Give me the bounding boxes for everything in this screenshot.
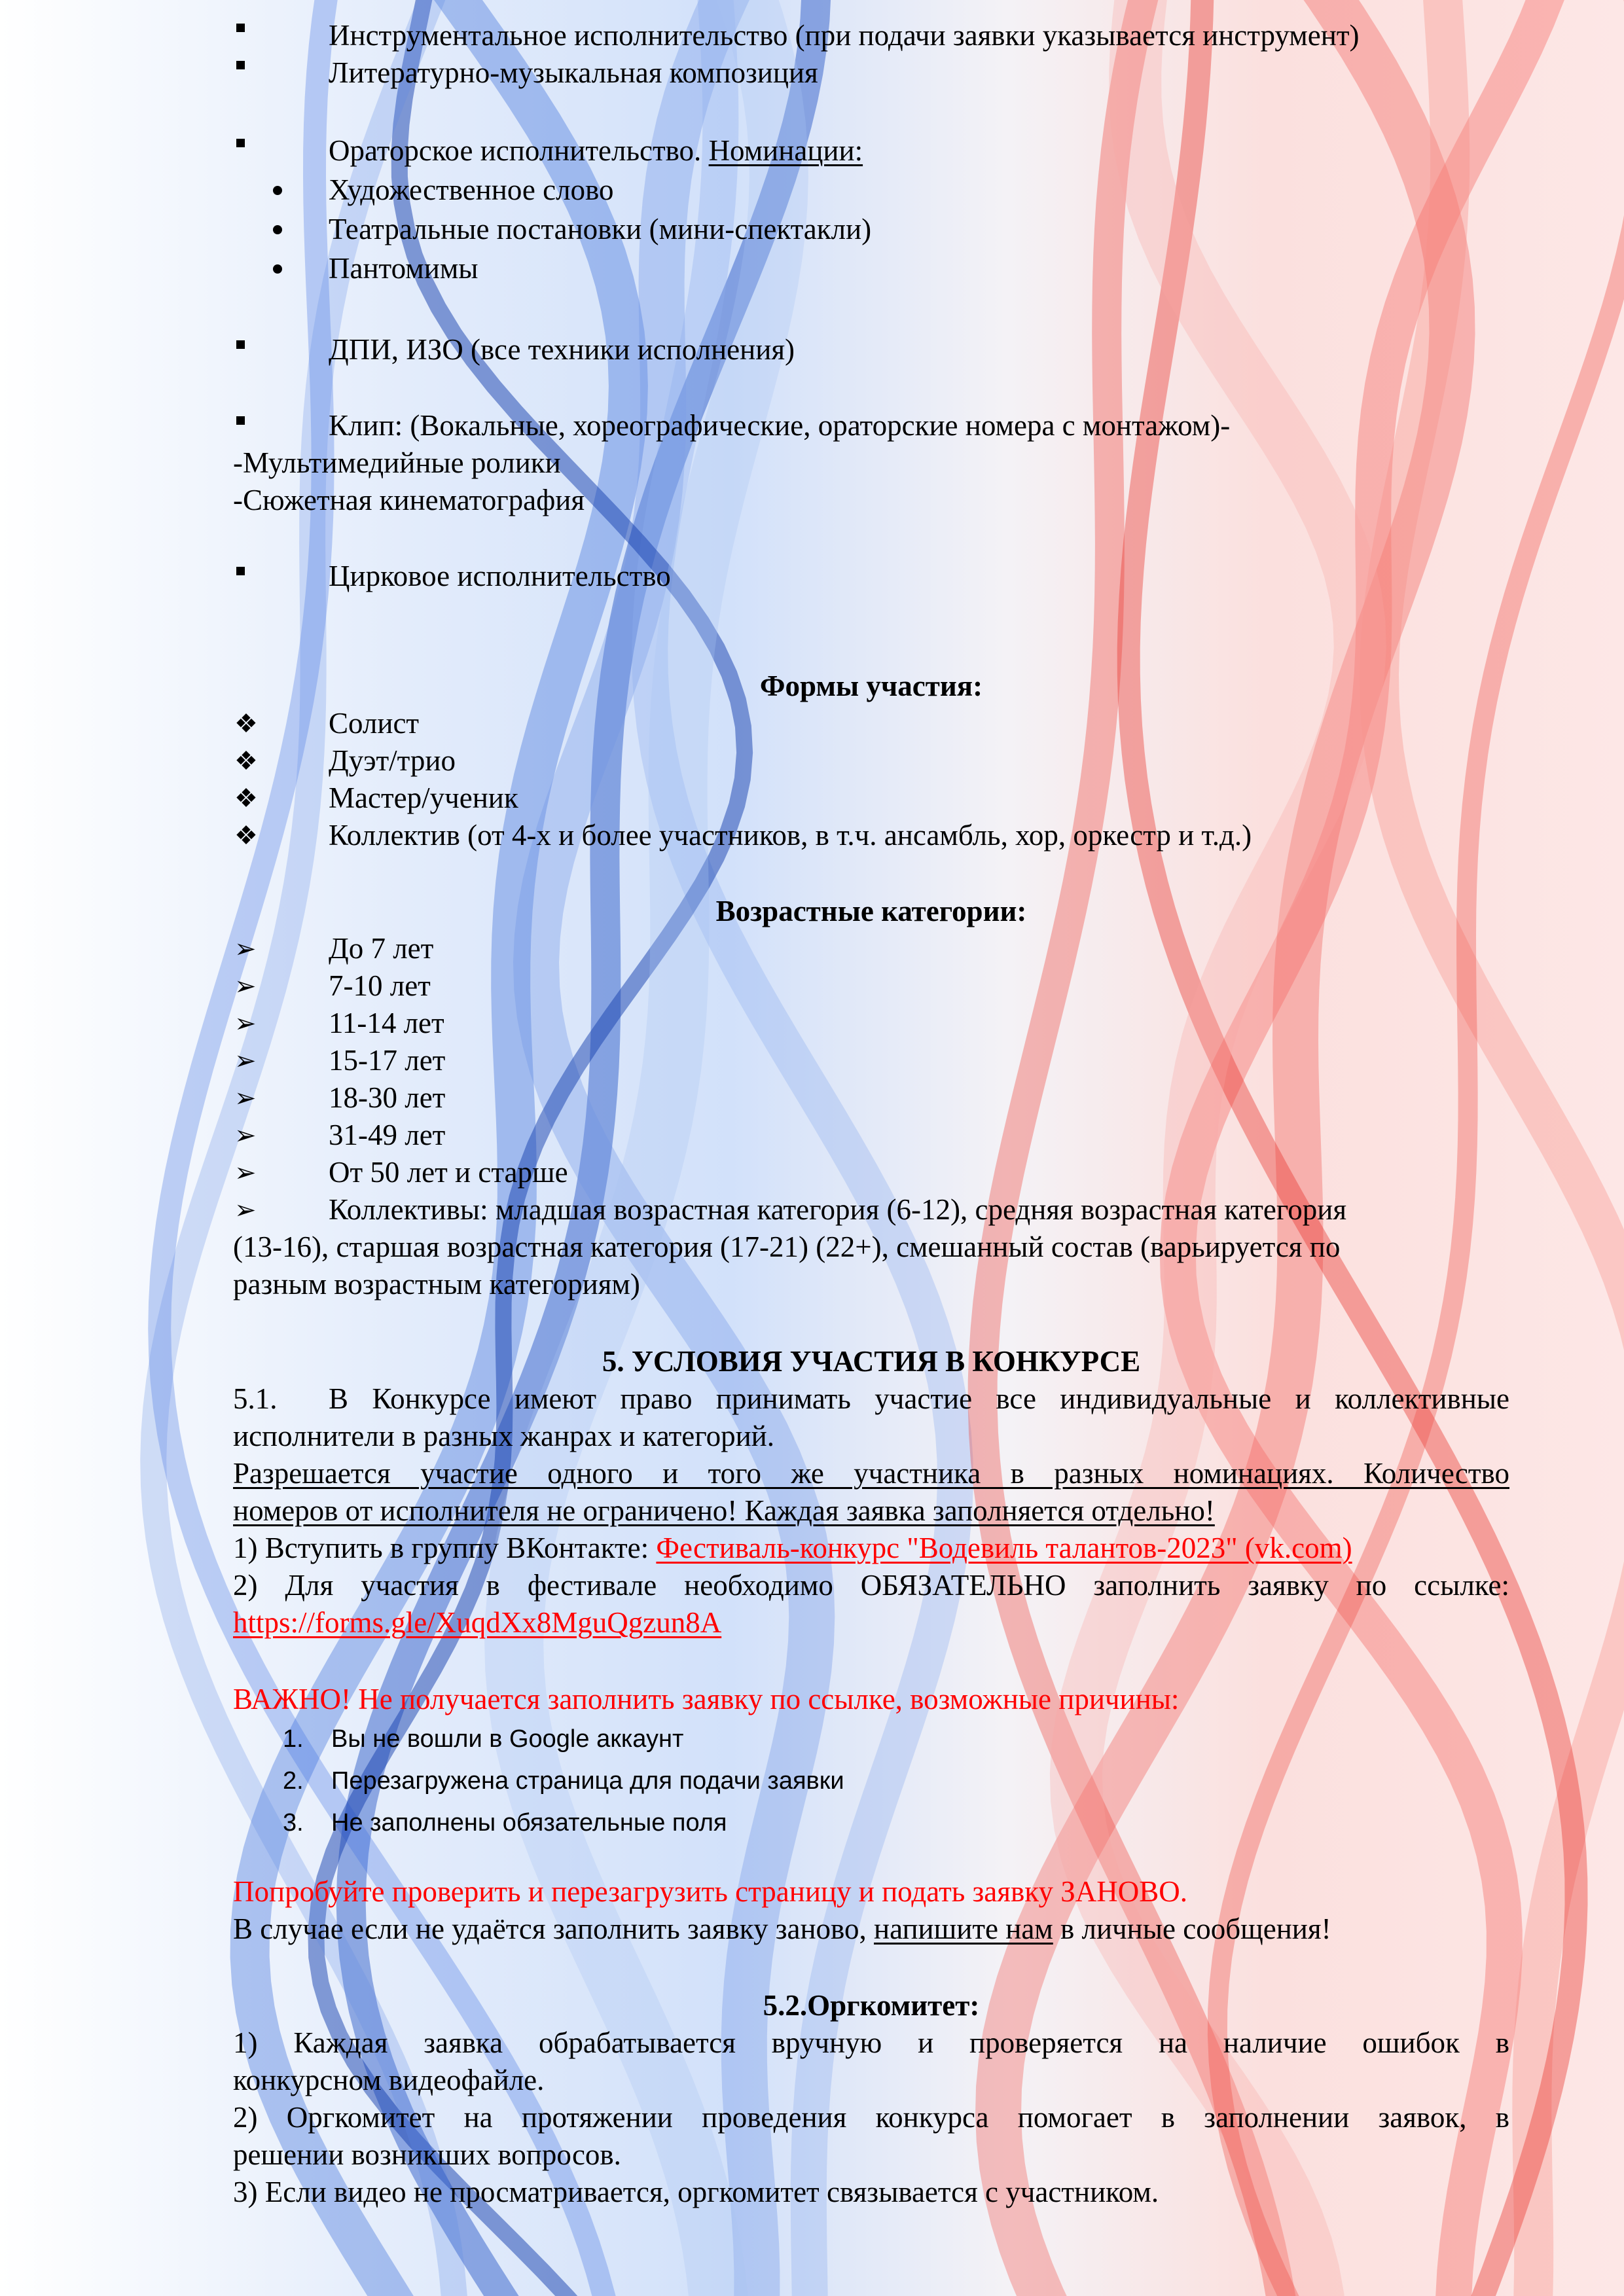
allowed-line2: номеров от исполнителя не ограничено! Каждая заявка заполняется отдельно!	[233, 1494, 1215, 1527]
age-item: 15-17 лет	[329, 1044, 446, 1077]
reason-item: Перезагружена страница для подачи заявки	[331, 1767, 844, 1795]
nominations-label: Номинации:	[708, 134, 863, 167]
genre-clip: Клип: (Вокальные, хореографические, ораторские номера с монтажом)-	[329, 409, 1231, 442]
square-bullet-icon	[236, 416, 245, 425]
step1-text: 1) Вступить в группу ВКонтакте:	[233, 1532, 657, 1564]
arrow-bullet-icon: ➢	[234, 1121, 257, 1150]
step1	[233, 1530, 1352, 1567]
org-p3: 3) Если видео не просматривается, оргкомитет связывается с участником.	[233, 2176, 1159, 2208]
vk-group-link[interactable]: Фестиваль-конкурс "Водевиль талантов-2023" (vk.com)	[656, 1532, 1352, 1564]
diamond-bullet-icon: ❖	[234, 783, 258, 813]
arrow-bullet-icon: ➢	[234, 1158, 257, 1187]
important-word: ВАЖНО	[233, 1683, 341, 1715]
org-p2-line1: 2) Оргкомитет на протяжении проведения конкурса помогает в заполнении заявок, в	[233, 2101, 1509, 2134]
arrow-bullet-icon: ➢	[234, 1083, 257, 1113]
diamond-bullet-icon: ❖	[234, 746, 258, 776]
clip-multimedia: -Мультимедийные ролики	[233, 446, 561, 479]
arrow-bullet-icon: ➢	[234, 934, 257, 963]
arrow-bullet-icon: ➢	[234, 1046, 257, 1075]
nomination-pantomime: Пантомимы	[329, 252, 478, 285]
round-bullet-icon	[273, 186, 282, 195]
forms-title: Формы участия:	[759, 670, 983, 702]
orgcommittee-title: 5.2.Оргкомитет:	[763, 1989, 980, 2022]
square-bullet-icon	[236, 139, 245, 147]
square-bullet-icon	[236, 24, 245, 32]
important-text: ! Не получается заполнить заявку по ссылке, возможные причины:	[341, 1683, 1180, 1715]
arrow-bullet-icon: ➢	[234, 1195, 257, 1225]
org-p2-line2: решении возникших вопросов.	[233, 2138, 621, 2171]
square-bullet-icon	[236, 340, 245, 349]
square-bullet-icon	[236, 61, 245, 69]
reason-item: Вы не вошли в Google аккаунт	[331, 1725, 684, 1753]
genre-oratory	[329, 132, 863, 170]
reason-number: 1.	[283, 1725, 304, 1753]
section5-title: 5. УСЛОВИЯ УЧАСТИЯ В КОНКУРСЕ	[602, 1345, 1141, 1378]
nomination-theatre: Театральные постановки (мини-спектакли)	[329, 213, 872, 245]
form-link[interactable]: https://forms.gle/XuqdXx8MguQgzun8A	[233, 1606, 722, 1639]
p51-line2: исполнители в разных жанрах и категорий.	[233, 1420, 774, 1452]
p51-line1: В Конкурсе имеют право принимать участие все индивидуальные и коллективные	[329, 1382, 1509, 1415]
write-us-link[interactable]: напишите нам	[873, 1912, 1053, 1945]
age-item: 31-49 лет	[329, 1119, 446, 1151]
reason-item: Не заполнены обязательные поля	[331, 1809, 727, 1837]
nomination-artistic-word: Художественное слово	[329, 173, 614, 206]
square-bullet-icon	[236, 567, 245, 575]
diamond-bullet-icon: ❖	[234, 709, 258, 738]
age-item: До 7 лет	[329, 932, 434, 965]
org-p1-line1: 1) Каждая заявка обрабатывается вручную и проверяется на наличие ошибок в	[233, 2026, 1509, 2059]
step2-text: 2) Для участия в фестивале необходимо ОБЯЗАТЕЛЬНО заполнить заявку по ссылке:	[233, 1569, 1509, 1602]
age-collectives-line1: Коллективы: младшая возрастная категория (6-12), средняя возрастная категория	[329, 1193, 1347, 1226]
genre-instrumental: Инструментальное исполнительство (при подачи заявки указывается инструмент)	[329, 19, 1360, 52]
reason-number: 2.	[283, 1767, 304, 1795]
arrow-bullet-icon: ➢	[234, 1009, 257, 1038]
age-item: От 50 лет и старше	[329, 1156, 568, 1189]
oratory-label: Ораторское исполнительство.	[329, 134, 709, 167]
age-item: 11-14 лет	[329, 1007, 444, 1039]
contact-before: В случае если не удаётся заполнить заявку заново,	[233, 1912, 874, 1945]
form-duet: Дуэт/трио	[329, 744, 456, 777]
contact-after: в личные сообщения!	[1053, 1912, 1331, 1945]
age-item: 7-10 лет	[329, 969, 431, 1002]
form-master: Мастер/ученик	[329, 781, 518, 814]
org-p1-line2: конкурсном видеофайле.	[233, 2064, 545, 2096]
retry-notice: Попробуйте проверить и перезагрузить страницу и подать заявку ЗАНОВО.	[233, 1875, 1187, 1908]
p51-number: 5.1.	[233, 1382, 278, 1415]
genre-dpi: ДПИ, ИЗО (все техники исполнения)	[329, 333, 795, 366]
allowed-line1: Разрешается участие одного и того же участника в разных номинациях. Количество	[233, 1457, 1509, 1490]
diamond-bullet-icon: ❖	[234, 821, 258, 850]
age-item: 18-30 лет	[329, 1081, 446, 1114]
important-notice	[233, 1681, 1179, 1718]
round-bullet-icon	[273, 264, 282, 274]
form-soloist: Солист	[329, 707, 420, 740]
form-collective: Коллектив (от 4-х и более участников, в т.ч. ансамбль, хор, оркестр и т.д.)	[329, 819, 1252, 852]
arrow-bullet-icon: ➢	[234, 971, 257, 1001]
ages-title: Возрастные категории:	[715, 895, 1027, 927]
round-bullet-icon	[273, 225, 282, 234]
contact-notice	[233, 1910, 1331, 1948]
clip-cinematography: -Сюжетная кинематография	[233, 484, 585, 516]
reason-number: 3.	[283, 1809, 304, 1837]
age-collectives-line3: разным возрастным категориям)	[233, 1268, 640, 1300]
genre-circus: Цирковое исполнительство	[329, 560, 671, 592]
age-collectives-line2: (13-16), старшая возрастная категория (17-21) (22+), смешанный состав (варьируется по	[233, 1230, 1341, 1263]
genre-literary-musical: Литературно-музыкальная композиция	[329, 56, 818, 89]
